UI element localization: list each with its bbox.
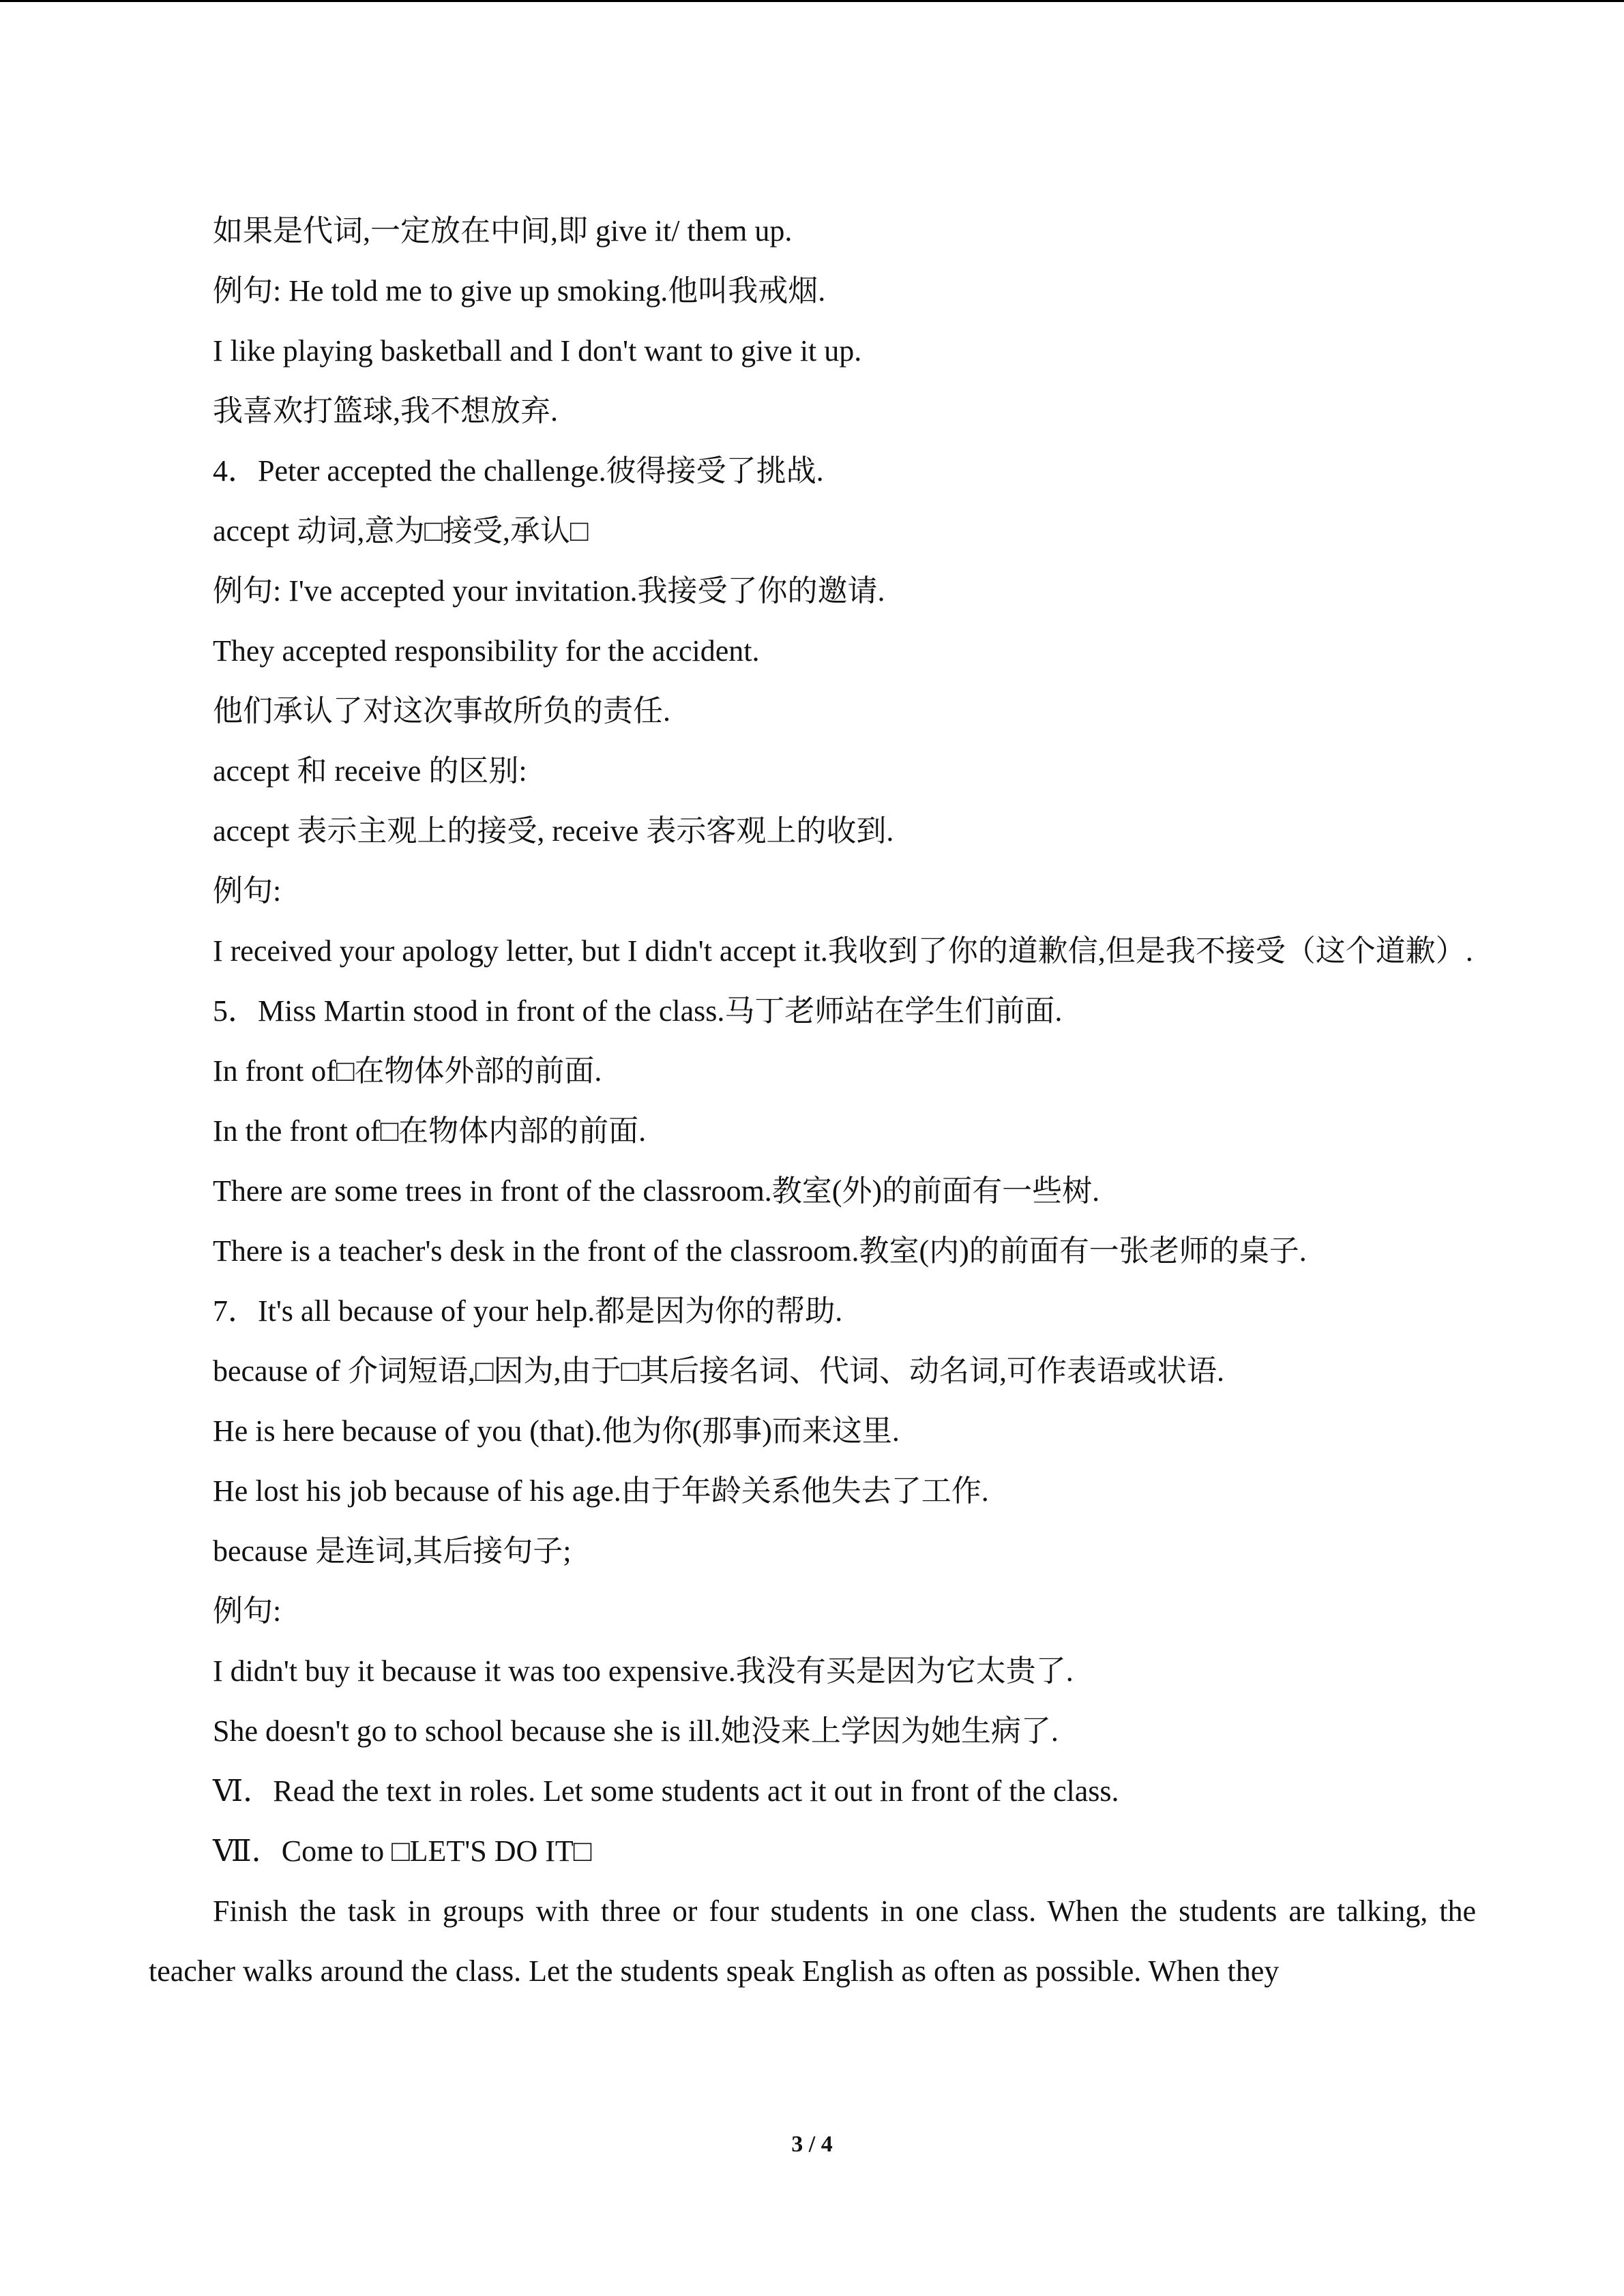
text-line: 例句: [213,874,282,908]
text-line: He lost his job because of his age.由于年龄关系他失去了工作. [213,1474,989,1508]
task-paragraph: Finish the task in groups with three or four students in one class. When the students are talking, the teacher walks around the class. Let the students speak English as often as possible. When they [149,1894,1476,1988]
text-line: Ⅵ．Read the text in roles. Let some students act it out in front of the class. [213,1774,1119,1808]
text-line: She doesn't go to school because she is ill.她没来上学因为她生病了. [213,1714,1059,1748]
text-line: 例句: [213,1594,282,1628]
text-line: accept 动词,意为□接受,承认□ [213,514,589,548]
text-line: Ⅶ．Come to □LET'S DO IT□ [213,1834,592,1868]
text-line: because 是连词,其后接句子; [213,1534,572,1568]
text-line: There are some trees in front of the classroom.教室(外)的前面有一些树. [213,1174,1100,1208]
text-line: He is here because of you (that).他为你(那事)而来这里. [213,1414,900,1448]
text-line: accept 和 receive 的区别: [213,754,527,788]
text-line: In the front of□在物体内部的前面. [213,1114,647,1148]
text-line: 7．It's all because of your help.都是因为你的帮助. [213,1294,843,1328]
text-line: I didn't buy it because it was too expensive.我没有买是因为它太贵了. [213,1654,1074,1688]
apology-paragraph: I received your apology letter, but I didn't accept it.我收到了你的道歉信,但是我不接受（这个道歉）. [213,934,1473,968]
text-line: I like playing basketball and I don't want to give it up. [213,334,862,368]
text-line: because of 介词短语,□因为,由于□其后接名词、代词、动名词,可作表语或状语. [213,1354,1225,1388]
text-line: 我喜欢打篮球,我不想放弃. [213,394,558,428]
text-line: In front of□在物体外部的前面. [213,1054,602,1088]
text-line: 例句: I've accepted your invitation.我接受了你的邀请. [213,574,885,608]
text-line: 例句: He told me to give up smoking.他叫我戒烟. [213,274,826,308]
text-line: 5．Miss Martin stood in front of the class.马丁老师站在学生们前面. [213,994,1063,1028]
text-line: 他们承认了对这次事故所负的责任. [213,694,670,728]
text-line: 如果是代词,一定放在中间,即 give it/ them up. [213,214,793,248]
text-line: accept 表示主观上的接受, receive 表示客观上的收到. [213,814,894,848]
text-line: 4．Peter accepted the challenge.彼得接受了挑战. [213,454,824,488]
text-line: There is a teacher's desk in the front of the classroom.教室(内)的前面有一张老师的桌子. [213,1234,1307,1268]
top-border-line [0,0,1624,2]
document-body [149,201,1476,2001]
text-line: They accepted responsibility for the accident. [213,634,760,668]
page-number: 3 / 4 [791,2132,833,2157]
